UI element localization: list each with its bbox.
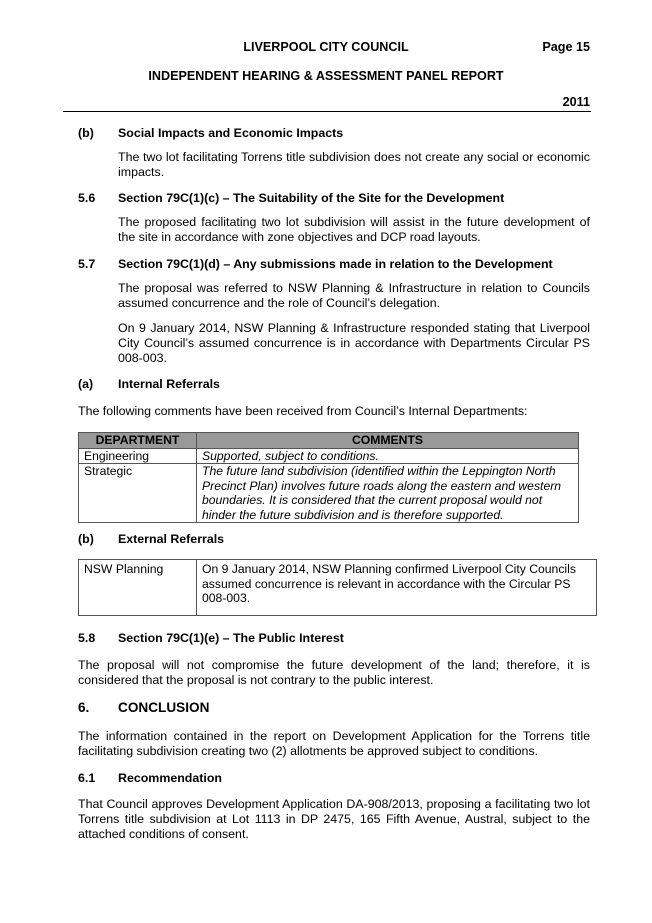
table-header-row xyxy=(79,433,579,449)
external-referrals-table xyxy=(78,559,597,616)
section-5-6-number: 5.6 xyxy=(78,191,96,205)
section-5-8-heading: Section 79C(1)(e) – The Public Interest xyxy=(118,631,344,645)
page-number: Page 15 xyxy=(542,40,590,54)
recommendation-text: That Council approves Development Application DA-908/2013, proposing a facilitating two lot Torrens title subdivision at Lot 1113 in DP 2475, 165 Fifth Avenue, Austral, subject to the attached conditions of consent. xyxy=(78,797,590,841)
section-6-number: 6. xyxy=(78,700,90,715)
comment-cell: Supported, subject to conditions. xyxy=(197,448,579,464)
comment-cell: On 9 January 2014, NSW Planning confirmed Liverpool City Councils assumed concurrence is relevant in accordance with the Circular PS 008-003. xyxy=(197,560,597,616)
section-5-8-text: The proposal will not compromise the future development of the land; therefore, it is considered that the proposal is not contrary to the public interest. xyxy=(78,658,590,687)
section-6-1-number: 6.1 xyxy=(78,771,96,785)
section-5-7-text-1: The proposal was referred to NSW Planning & Infrastructure in relation to Councils assumed concurrence and the role of Council’s delegation. xyxy=(118,281,590,310)
section-a-number: (a) xyxy=(78,377,94,391)
table-row xyxy=(79,560,597,616)
report-title: INDEPENDENT HEARING & ASSESSMENT PANEL REPORT xyxy=(148,69,504,83)
table-row xyxy=(79,448,579,464)
report-year: 2011 xyxy=(562,95,590,109)
section-5-6-heading: Section 79C(1)(c) – The Suitability of the Site for the Development xyxy=(118,191,505,205)
internal-referrals-intro: The following comments have been received from Council’s Internal Departments: xyxy=(78,404,528,418)
section-5-7-text-2: On 9 January 2014, NSW Planning & Infrastructure responded stating that Liverpool City Council’s assumed concurrence is in accordance with Departments Circular PS 008-003. xyxy=(118,321,590,365)
internal-referrals-table xyxy=(78,432,579,523)
section-5-8-number: 5.8 xyxy=(78,631,96,645)
comment-cell: The future land subdivision (identified within the Leppington North Precinct Plan) involves future roads along the eastern and western boundaries. It is considered that the current proposal would not hinder the future subdivision and is therefore supported. xyxy=(197,464,579,523)
section-a-heading: Internal Referrals xyxy=(118,377,220,391)
column-header-comments: COMMENTS xyxy=(197,433,579,449)
department-cell: Strategic xyxy=(79,464,197,523)
section-5-7-heading: Section 79C(1)(d) – Any submissions made in relation to the Development xyxy=(118,257,553,271)
column-header-department: DEPARTMENT xyxy=(79,433,197,449)
section-b1-text: The two lot facilitating Torrens title subdivision does not create any social or economic impacts. xyxy=(118,150,590,179)
section-6-text: The information contained in the report on Development Application for the Torrens title facilitating subdivision creating two (2) allotments be approved subject to conditions. xyxy=(78,729,590,758)
section-b2-number: (b) xyxy=(78,532,94,546)
section-5-6-text: The proposed facilitating two lot subdivision will assist in the future development of the site in accordance with zone objectives and DCP road layouts. xyxy=(118,215,590,244)
section-6-1-heading: Recommendation xyxy=(118,771,222,785)
section-b1-heading: Social Impacts and Economic Impacts xyxy=(118,126,344,140)
section-b1-number: (b) xyxy=(78,126,94,140)
department-cell: NSW Planning xyxy=(79,560,197,616)
council-name: LIVERPOOL CITY COUNCIL xyxy=(243,40,409,54)
section-6-heading: CONCLUSION xyxy=(118,700,210,715)
department-cell: Engineering xyxy=(79,448,197,464)
section-b2-heading: External Referrals xyxy=(118,532,225,546)
header-rule xyxy=(63,111,591,112)
table-row xyxy=(79,464,579,523)
section-5-7-number: 5.7 xyxy=(78,257,96,271)
